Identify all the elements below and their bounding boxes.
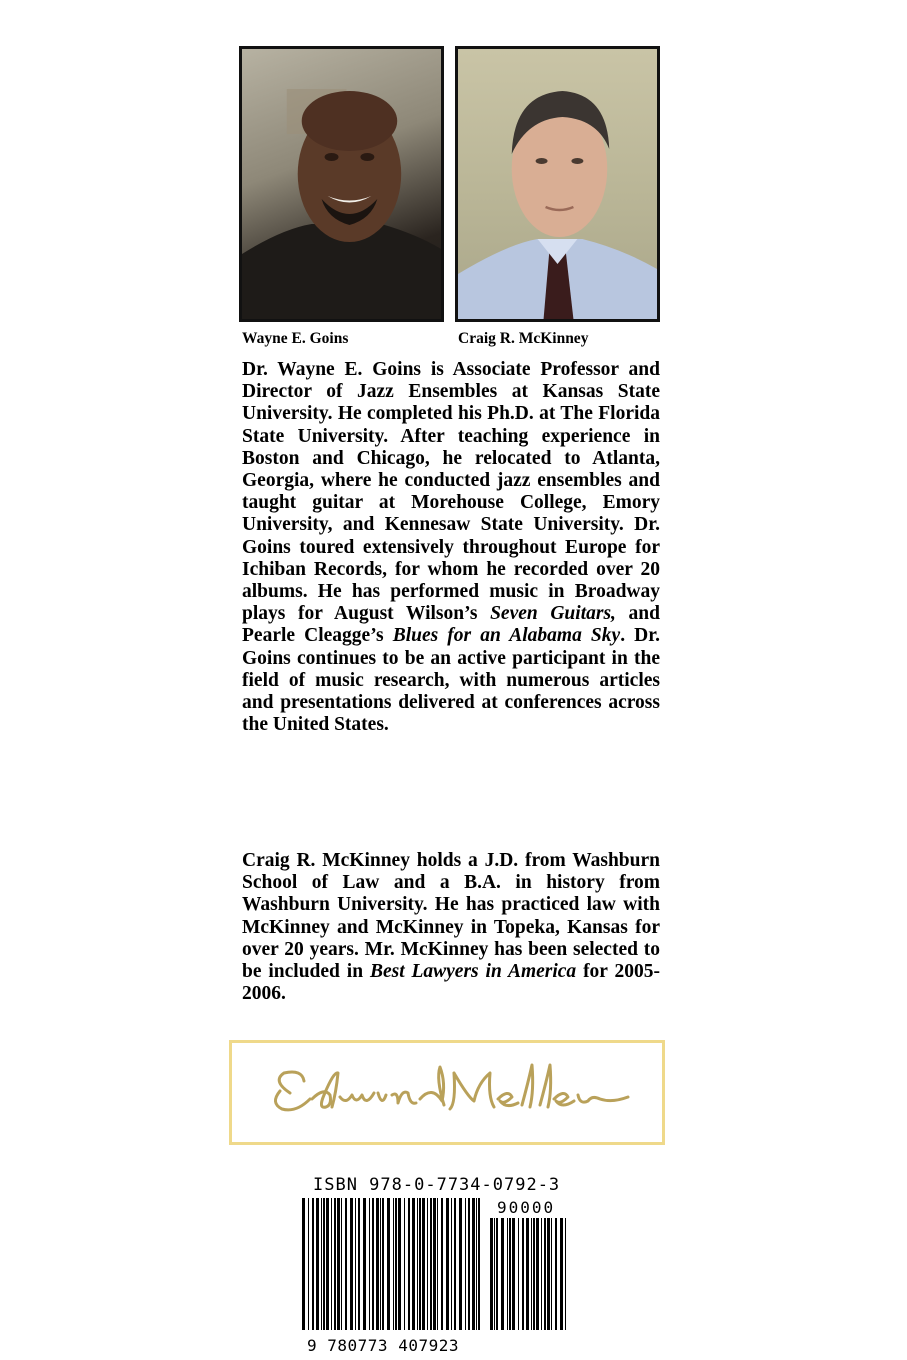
barcode-bar — [331, 1198, 332, 1330]
barcode-bar — [323, 1198, 325, 1330]
barcode-bar — [419, 1198, 421, 1330]
barcode-bar — [544, 1218, 546, 1330]
barcode-bar — [372, 1198, 374, 1330]
barcode-bar — [494, 1218, 495, 1330]
barcode-bar — [512, 1218, 515, 1330]
barcode-bar — [565, 1218, 566, 1330]
caption-mckinney: Craig R. McKinney — [458, 330, 589, 347]
barcode-bar — [509, 1218, 511, 1330]
barcode-bar — [380, 1198, 381, 1330]
barcode-bar — [369, 1198, 370, 1330]
barcode-bar — [302, 1198, 305, 1330]
isbn-label: ISBN 978-0-7734-0792-3 — [313, 1175, 561, 1195]
barcode-bar — [334, 1198, 336, 1330]
barcode-bar — [541, 1218, 542, 1330]
book-title-blues-for-alabama-sky: Blues for an Alabama Sky — [392, 625, 621, 647]
barcode-bar — [393, 1198, 394, 1330]
publisher-signature-logo — [232, 1043, 662, 1142]
barcode-bar — [316, 1198, 319, 1330]
barcode-bar — [412, 1198, 415, 1330]
author-photo-mckinney — [455, 46, 660, 322]
barcode-bar — [312, 1198, 314, 1330]
barcode-bar — [345, 1198, 347, 1330]
bio-goins — [242, 359, 660, 736]
barcode-bar — [536, 1218, 539, 1330]
ean-barcode — [302, 1198, 484, 1330]
barcode-bar — [526, 1218, 529, 1330]
publisher-logo — [229, 1040, 665, 1145]
bio-mckinney-text-1: Craig R. McKinney holds a J.D. from Washburn School of Law and a B.A. in history from Washburn University. He has practiced law with McKinney and McKinney in Topeka, Kansas for over 20 years. Mr. McKinney has been selected to be included in — [242, 850, 660, 983]
barcode-bar — [441, 1198, 443, 1330]
barcode-bar — [404, 1198, 405, 1330]
barcode-bar — [417, 1198, 418, 1330]
barcode-bar — [433, 1198, 436, 1330]
book-title-seven-guitars: Seven Guitars, — [490, 603, 616, 625]
barcode-bar — [472, 1198, 475, 1330]
barcode-bar — [395, 1198, 397, 1330]
barcode-bar — [490, 1218, 493, 1330]
publication-title-best-lawyers: Best Lawyers in America — [369, 961, 577, 983]
barcode-bar — [459, 1198, 462, 1330]
barcode-bar — [387, 1198, 390, 1330]
barcode-bar — [376, 1198, 379, 1330]
barcode-bar — [427, 1198, 428, 1330]
bio-goins-text-2: and Pearle Cleagge’s — [242, 603, 660, 647]
barcode-bar — [437, 1198, 438, 1330]
barcode-bar — [531, 1218, 532, 1330]
barcode-bar — [547, 1218, 550, 1330]
barcode-bar — [355, 1198, 356, 1330]
barcode-bar — [476, 1198, 477, 1330]
caption-goins: Wayne E. Goins — [242, 330, 349, 347]
barcode-bar — [326, 1198, 329, 1330]
barcode-bar — [430, 1198, 432, 1330]
barcode-bar — [341, 1198, 342, 1330]
barcode-bar — [496, 1218, 498, 1330]
bio-mckinney-text-2: for 2005-2006. — [242, 961, 660, 1005]
barcode-bar — [555, 1218, 557, 1330]
addon-barcode — [490, 1218, 570, 1330]
barcode-bar — [408, 1198, 410, 1330]
barcode-bar — [501, 1218, 504, 1330]
barcode-bar — [468, 1198, 470, 1330]
barcode-addon-digits: 90000 — [497, 1198, 556, 1217]
barcode-bar — [358, 1198, 360, 1330]
barcode-bar — [465, 1198, 466, 1330]
barcode-bar — [522, 1218, 524, 1330]
barcode-bar — [551, 1218, 552, 1330]
author-photo-goins — [239, 46, 444, 322]
barcode-bar — [363, 1198, 366, 1330]
barcode-bar — [533, 1218, 535, 1330]
barcode-bar — [560, 1218, 563, 1330]
barcode-bar — [518, 1218, 519, 1330]
bio-mckinney — [242, 850, 660, 1005]
bio-goins-text-1: Dr. Wayne E. Goins is Associate Professor and Director of Jazz Ensembles at Kansas State University. He completed his Ph.D. at The Florida State University. After teaching experience in Boston and Chicago, he relocated to Atlanta, Georgia, where he conducted jazz ensembles and taught guitar at Morehouse College, Emory University, and Kennesaw State University. Dr. Goins toured extensively throughout Europe for Ichiban Records, for whom he recorded over 20 albums. He has performed music in Broadway plays for August Wilson’s — [242, 359, 660, 625]
barcode-bar — [398, 1198, 401, 1330]
barcode-bar — [337, 1198, 340, 1330]
barcode-bar — [454, 1198, 456, 1330]
barcode-bar — [478, 1198, 480, 1330]
barcode-bar — [446, 1198, 449, 1330]
barcode-bar — [422, 1198, 425, 1330]
ean-digits: 9 780773 407923 — [307, 1336, 459, 1355]
barcode-bar — [507, 1218, 508, 1330]
barcode-bar — [308, 1198, 309, 1330]
barcode-bar — [321, 1198, 322, 1330]
barcode-bar — [350, 1198, 353, 1330]
bio-goins-text-3: . Dr. Goins continues to be an active participant in the field of music research, with numerous articles and presentations delivered at conferences across the United States. — [242, 625, 660, 736]
barcode-bar — [451, 1198, 452, 1330]
barcode-bar — [382, 1198, 384, 1330]
